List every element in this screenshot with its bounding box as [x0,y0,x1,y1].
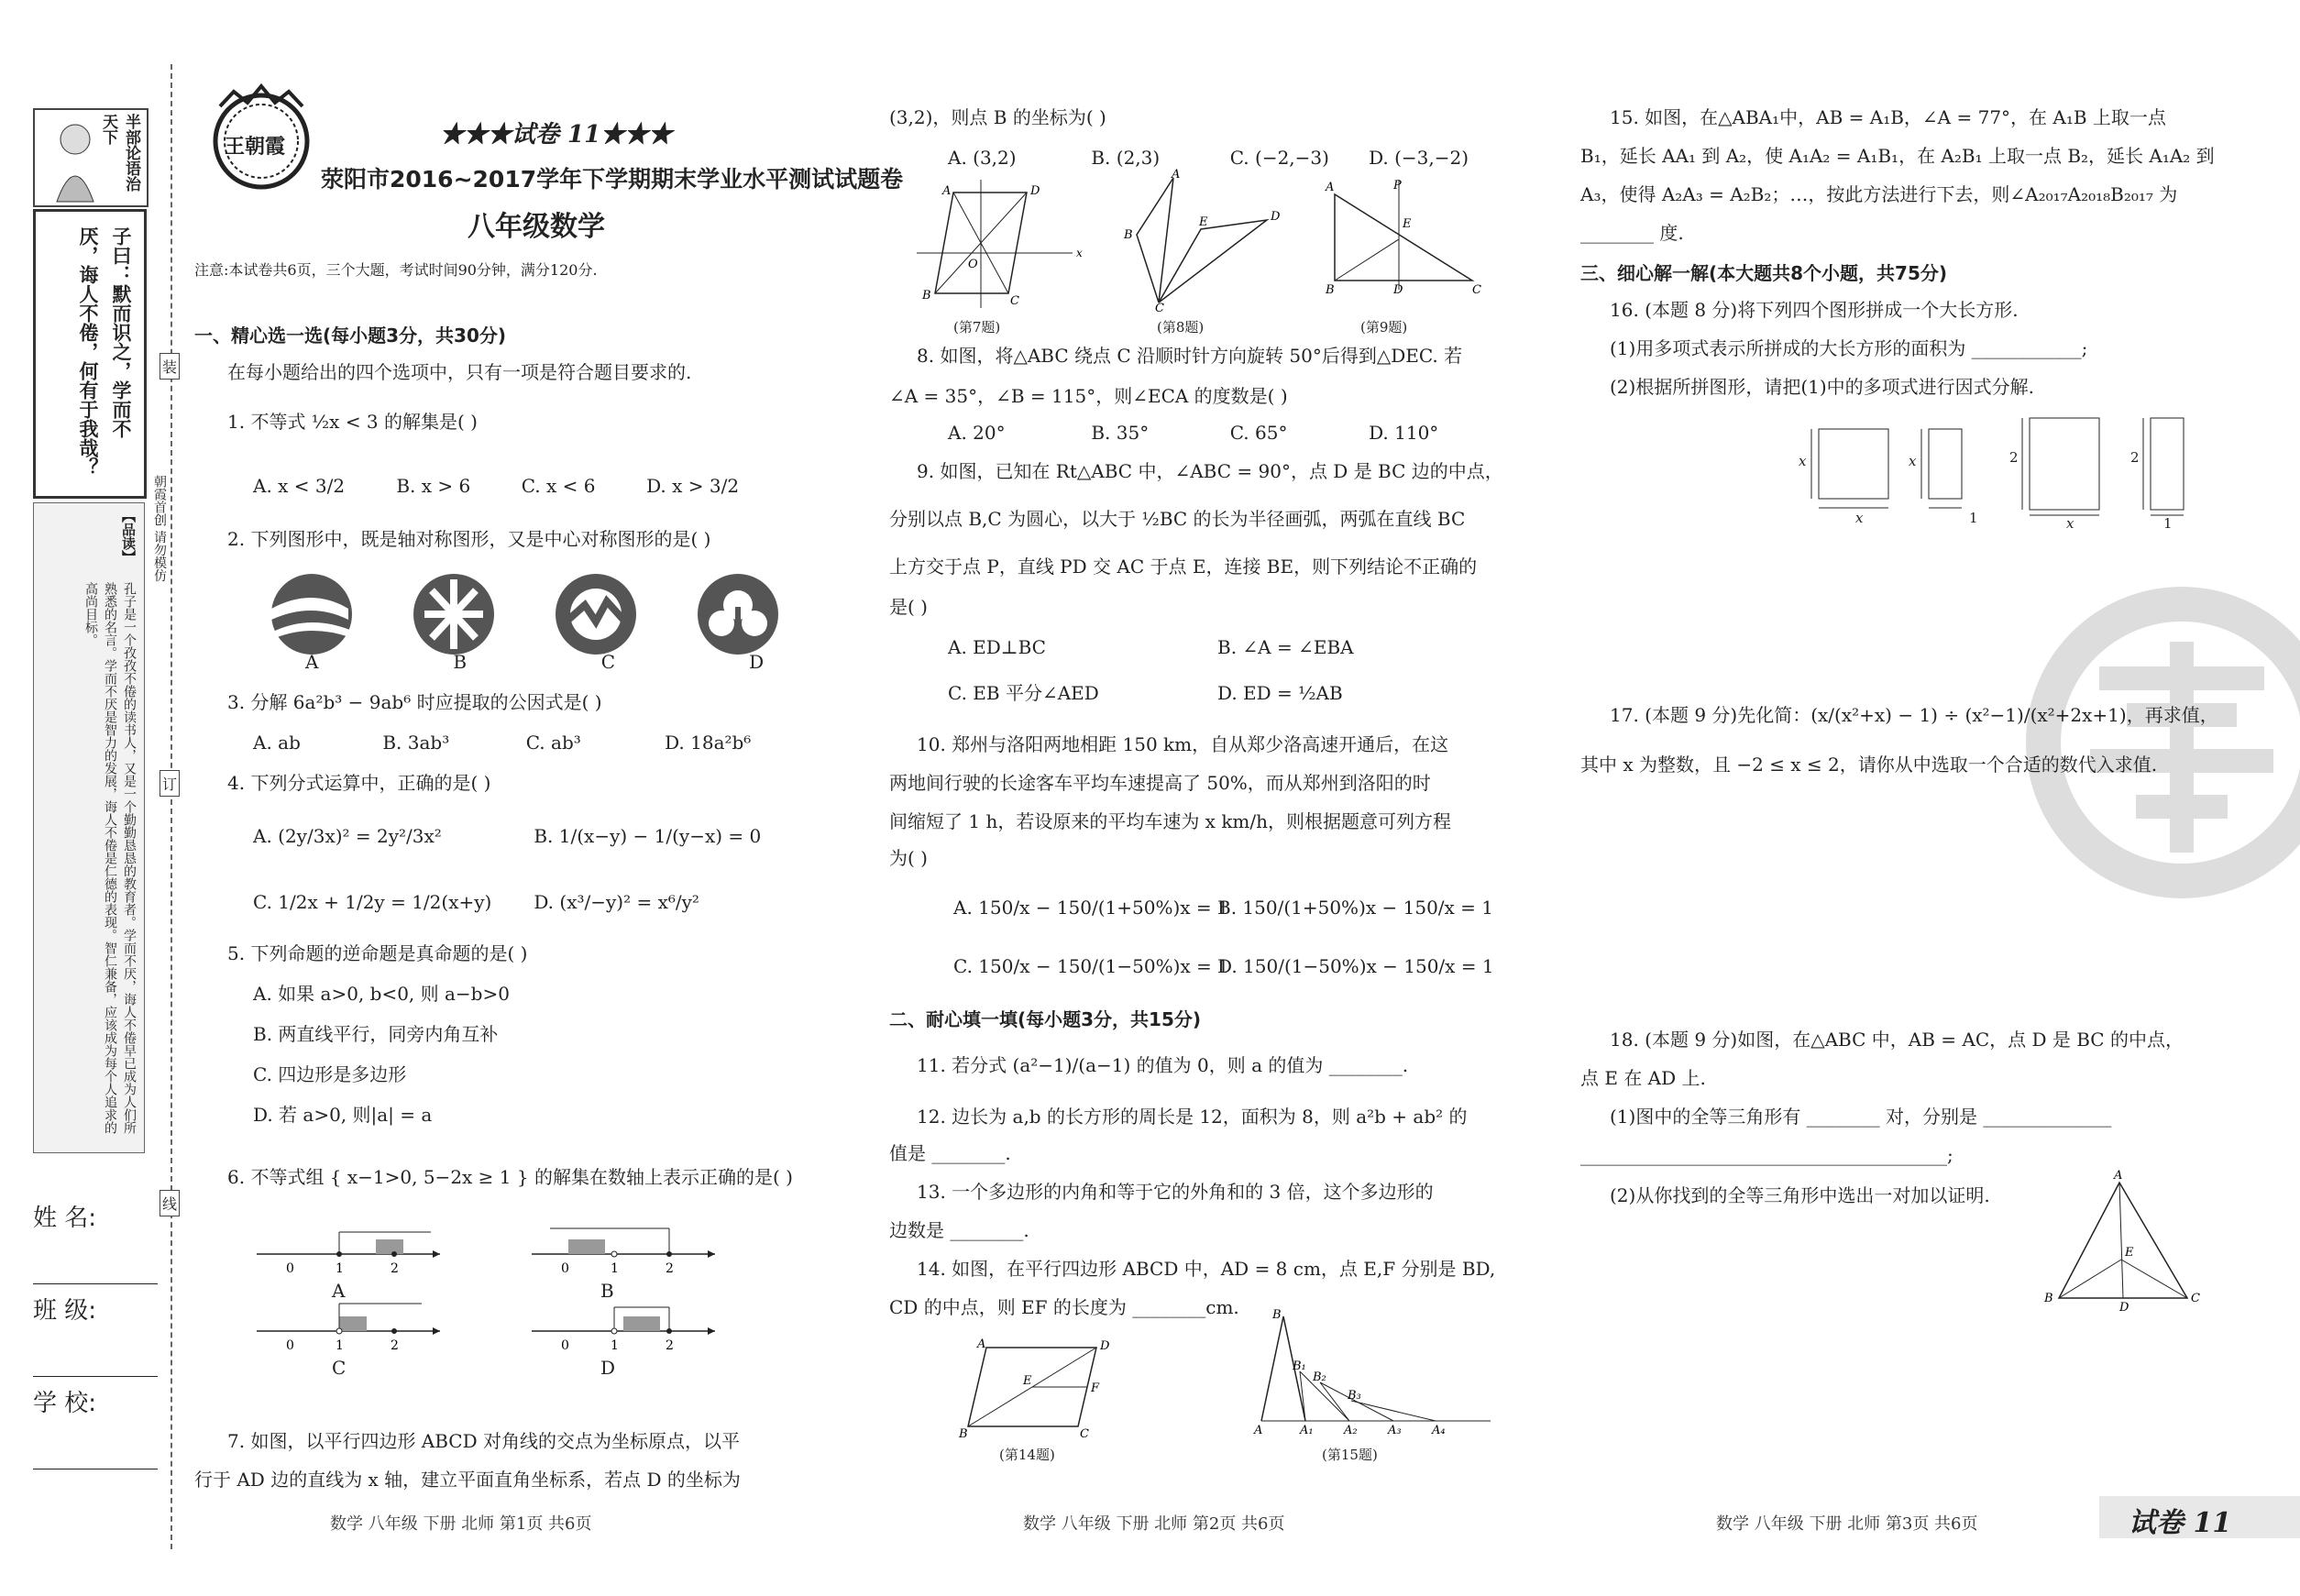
question-8-cont: ∠A = 35°，∠B = 115°，则∠ECA 的度数是( ) [889,385,1288,407]
question-12-cont: 值是 ________. [889,1142,1011,1164]
q4-option-d[interactable]: D. (x³/−y)² = x⁶/y² [534,891,699,913]
q16-label-2: x [1855,510,1864,526]
svg-text:A: A [1326,181,1335,194]
q4-option-b[interactable]: B. 1/(x−y) − 1/(y−x) = 0 [534,825,762,847]
q7-option-d[interactable]: D. (−3,−2) [1369,147,1469,169]
svg-text:0: 0 [286,1338,294,1353]
question-2: 2. 下列图形中，既是轴对称图形，又是中心对称图形的是( ) [227,528,711,550]
svg-text:C: C [1472,283,1481,297]
q6-label-c: C [332,1357,347,1379]
svg-text:E: E [2125,1246,2134,1260]
q16-label-5: 2 [2009,449,2019,466]
page-1-footer: 数学 八年级 下册 北师 第1页 共6页 [330,1514,592,1534]
figure-q8-caption: (第8题) [1157,319,1205,336]
q2-label-c: C [600,651,616,673]
q2-figure-c[interactable] [556,574,636,655]
q10-option-d[interactable]: D. 150/(1−50%)x − 150/x = 1 [1217,955,1494,977]
q2-figure-a[interactable] [271,574,352,655]
question-18-cont: 点 E 在 AD 上. [1580,1067,1706,1089]
svg-text:B₁: B₁ [1293,1359,1306,1373]
figure-q9-caption: (第9题) [1360,319,1408,336]
figure-q15 [1252,1308,1500,1437]
q5-option-c[interactable]: C. 四边形是多边形 [253,1063,407,1085]
svg-text:P: P [1393,179,1402,193]
svg-text:C: C [1010,294,1019,308]
svg-text:B: B [1124,228,1133,242]
q16-label-3: x [1909,453,1917,469]
figure-q7 [908,180,1082,308]
paper-badge [2099,1496,2300,1538]
sidebar-fields [33,1192,158,1469]
question-9-cont3: 是( ) [889,596,928,618]
paper-badge-text: 试卷 11 [2129,1507,2232,1539]
svg-text:C: C [1080,1427,1089,1441]
section-1-title: 一、精心选一选(每小题3分，共30分) [194,325,507,347]
question-9: 9. 如图，已知在 Rt△ABC 中，∠ABC = 90°，点 D 是 BC 边的中点， [917,460,1503,482]
svg-text:F: F [1091,1381,1100,1395]
q16-label-8: 1 [2163,515,2173,532]
svg-text:A: A [1172,168,1181,182]
logo-text: 王朝霞 [225,135,286,159]
q1-options [253,473,739,499]
question-8: 8. 如图，将△ABC 绕点 C 沿顺时针方向旋转 50°后得到△DEC. 若 [917,345,1463,367]
q1-option-a[interactable]: A. x < 3/2 [253,475,346,497]
svg-text:D: D [1100,1339,1110,1353]
q10-option-b[interactable]: B. 150/(1+50%)x − 150/x = 1 [1217,897,1494,919]
question-7-cont: 行于 AD 边的直线为 x 轴，建立平面直角坐标系，若点 D 的坐标为 [194,1469,741,1491]
question-7-end: (3,2)，则点 B 的坐标为( ) [889,106,1106,128]
question-7: 7. 如图，以平行四边形 ABCD 对角线的交点为坐标原点，以平 [227,1430,741,1452]
svg-text:E: E [1023,1374,1032,1388]
confucius-icon [39,114,112,202]
q3-option-a[interactable]: A. ab [253,732,301,754]
sidebar-pindu-box [33,502,145,1153]
question-15-cont2: A₃，使得 A₂A₃ = A₂B₂；…，按此方法进行下去，则∠A₂₀₁₇A₂₀₁₈B₂₀₁₇ 为 [1580,183,2178,205]
question-17-cont: 其中 x 为整数，且 −2 ≤ x ≤ 2，请你从中选取一个合适的数代入求值. [1580,754,2158,776]
question-14-cont: CD 的中点，则 EF 的长度为 ________cm. [889,1296,1239,1318]
q10-option-c[interactable]: C. 150/x − 150/(1−50%)x = 1 [953,955,1229,977]
svg-text:0: 0 [561,1261,569,1276]
question-5: 5. 下列命题的逆命题是真命题的是( ) [227,942,528,964]
svg-text:1: 1 [611,1338,619,1353]
q8-option-c[interactable]: C. 65° [1229,422,1288,444]
question-12: 12. 边长为 a,b 的长方形的周长是 12，面积为 8，则 a²b + ab² 的 [917,1106,1468,1128]
svg-text:E: E [1403,217,1412,231]
q3-options [253,730,751,755]
q2-labels [305,649,764,675]
question-16-part1: (1)用多项式表示所拼成的大长方形的面积为 ____________; [1610,337,2088,359]
q16-label-4: 1 [1969,510,1978,526]
question-6: 6. 不等式组 { x−1>0, 5−2x ≥ 1 } 的解集在数轴上表示正确的是( ) [227,1166,793,1188]
q10-option-a[interactable]: A. 150/x − 150/(1+50%)x = 1 [953,897,1229,919]
sidebar-motto: 半部论语治天下 [99,114,140,192]
svg-text:A: A [1254,1424,1263,1437]
q4-options-row2 [253,889,699,915]
svg-text:A₁: A₁ [1300,1424,1314,1437]
sidebar-motto-box [33,108,149,207]
exam-notice: 注意:本试卷共6页，三个大题，考试时间90分钟，满分120分. [194,261,598,279]
copyright-note: 朝霞首创 请勿模仿 [152,475,167,582]
q4-option-c[interactable]: C. 1/2x + 1/2y = 1/2(x+y) [253,891,492,913]
q9-option-c[interactable]: C. EB 平分∠AED [948,682,1099,704]
question-16-part2: (2)根据所拼图形，请把(1)中的多项式进行因式分解. [1610,376,2035,398]
svg-text:B: B [922,289,931,303]
svg-text:0: 0 [561,1338,569,1353]
exam-title: 荥阳市2016~2017学年下学期期末学业水平测试试题卷 [321,166,904,193]
school-field[interactable] [33,1377,158,1469]
q9-option-a[interactable]: A. ED⊥BC [948,636,1046,658]
question-15: 15. 如图，在△ABA₁中，AB = A₁B，∠A = 77°，在 A₁B 上取一点 [1610,106,2166,128]
q5-option-b[interactable]: B. 两直线平行，同旁内角互补 [253,1023,499,1045]
question-14: 14. 如图，在平行四边形 ABCD 中，AD = 8 cm，点 E,F 分别是 BD, [917,1258,1496,1280]
svg-text:B: B [2044,1292,2053,1305]
svg-text:A: A [942,184,952,198]
svg-text:B: B [1326,283,1335,297]
q7-options [948,145,1469,171]
svg-text:B₂: B₂ [1313,1370,1326,1384]
name-label: 姓 名: [33,1205,97,1232]
question-17: 17. (本题 9 分)先化简：(x/(x²+x) − 1) ÷ (x²−1)/(x²+2x+1)，再求值， [1610,704,2218,726]
section-1-intro: 在每小题给出的四个选项中，只有一项是符合题目要求的. [227,361,692,383]
figure-q9 [1326,180,1500,308]
q3-option-c[interactable]: C. ab³ [525,732,581,754]
q9-option-d[interactable]: D. ED = ½AB [1217,682,1343,704]
q1-option-d[interactable]: D. x > 3/2 [646,475,740,497]
question-18-part2: (2)从你找到的全等三角形中选出一对加以证明. [1610,1184,1990,1206]
svg-text:O: O [968,258,978,271]
svg-text:A: A [2114,1169,2123,1183]
q4-options-row1 [253,823,761,849]
question-13: 13. 一个多边形的内角和等于它的外角和的 3 倍，这个多边形的 [917,1181,1434,1203]
svg-text:x: x [1076,247,1083,259]
q6-line-d[interactable] [532,1307,715,1353]
figure-q14-caption: (第14题) [999,1447,1055,1463]
svg-text:D: D [1030,184,1040,198]
q7-option-b[interactable]: B. (2,3) [1091,147,1161,169]
svg-text:A: A [977,1337,986,1351]
svg-text:1: 1 [336,1261,344,1276]
svg-text:C: C [1155,302,1164,315]
sidebar-quote-b: 厌，诲人不倦，何有于我哉？ [77,226,99,477]
q6-label-d: D [600,1357,616,1379]
paper-number: ★★★试卷 11★★★ [440,121,673,149]
svg-text:B: B [959,1427,968,1441]
q6-label-b: B [600,1280,614,1302]
page-3-footer: 数学 八年级 下册 北师 第3页 共6页 [1716,1514,1978,1534]
question-10: 10. 郑州与洛阳两地相距 150 km，自从郑少洛高速开通后，在这 [917,733,1449,755]
page-2-footer: 数学 八年级 下册 北师 第2页 共6页 [1023,1514,1285,1534]
svg-text:E: E [1199,215,1208,229]
q8-options [948,420,1438,446]
q7-option-c[interactable]: C. (−2,−3) [1229,147,1329,169]
question-15-cont3: ________ 度. [1580,222,1684,244]
q6-line-a[interactable] [257,1232,440,1276]
seal-mark-3: 线 [160,1190,180,1216]
q2-figure-d[interactable] [698,574,778,655]
question-10-cont1: 两地间行驶的长途客车平均车速提高了 50%，而从郑州到洛阳的时 [889,772,1431,794]
watermark-seal [2017,578,2300,908]
figure-q7-caption: (第7题) [953,319,1001,336]
school-label: 学 校: [33,1390,97,1417]
q3-option-b[interactable]: B. 3ab³ [382,732,450,754]
q4-option-a[interactable]: A. (2y/3x)² = 2y²/3x² [253,825,442,847]
question-16: 16. (本题 8 分)将下列四个图形拼成一个大长方形. [1610,299,2019,321]
class-label: 班 级: [33,1297,97,1325]
q8-option-b[interactable]: B. 35° [1091,422,1150,444]
sidebar-pindu-text: 孔子是一个孜孜不倦的读书人，又是一个勤勤恳恳的教育者。学而不厌，诲人不倦早已成为人们所熟悉的名言。学而不厌是智力的发展，诲人不倦是仁德的表现。智仁兼备，应该成为每个人追求的高尚目标。 [83,582,137,1134]
svg-text:B₃: B₃ [1348,1389,1361,1403]
binding-line [171,64,172,1549]
question-13-cont: 边数是 ________. [889,1219,1029,1241]
q2-figure-b[interactable] [413,574,494,655]
question-1: 1. 不等式 ½x < 3 的解集是( ) [227,411,478,433]
svg-text:2: 2 [391,1261,399,1276]
q8-option-a[interactable]: A. 20° [948,422,1006,444]
q5-option-a[interactable]: A. 如果 a>0, b<0, 则 a−b>0 [253,983,510,1005]
svg-text:B: B [1272,1308,1282,1322]
q6-line-b[interactable] [532,1228,715,1276]
question-18-part1-cont: ________________________________________; [1580,1144,1953,1166]
figure-q8 [1118,168,1302,315]
question-18: 18. (本题 9 分)如图，在△ABC 中，AB = AC，点 D 是 BC 的中点， [1610,1029,2184,1051]
q16-label-6: x [2066,515,2074,532]
q8-option-d[interactable]: D. 110° [1369,422,1439,444]
question-9-cont2: 上方交于点 P，直线 PD 交 AC 于点 E，连接 BE，则下列结论不正确的 [889,556,1478,578]
svg-text:1: 1 [336,1338,344,1353]
sidebar-quote-box [33,209,147,499]
question-11: 11. 若分式 (a²−1)/(a−1) 的值为 0，则 a 的值为 ________. [917,1054,1409,1076]
question-10-cont2: 间缩短了 1 h，若设原来的平均车速为 x km/h，则根据题意可列方程 [889,810,1452,832]
q2-label-a: A [305,651,319,673]
svg-text:1: 1 [611,1261,619,1276]
figure-q15-caption: (第15题) [1322,1447,1378,1463]
section-2-title: 二、耐心填一填(每小题3分，共15分) [889,1008,1202,1030]
figure-q16 [1806,418,2209,519]
q16-label-1: x [1799,453,1807,469]
figure-q14 [959,1338,1142,1439]
svg-text:A₃: A₃ [1388,1424,1402,1437]
q7-option-a[interactable]: A. (3,2) [948,147,1017,169]
seal-mark-2: 订 [160,770,180,797]
svg-text:2: 2 [666,1261,674,1276]
q3-option-d[interactable]: D. 18a²b⁶ [665,732,752,754]
q6-line-c[interactable] [257,1304,440,1353]
figure-q18 [2041,1169,2215,1315]
question-3: 3. 分解 6a²b³ − 9ab⁶ 时应提取的公因式是( ) [227,691,602,713]
q1-option-b[interactable]: B. x > 6 [396,475,471,497]
section-3-title: 三、细心解一解(本大题共8个小题，共75分) [1580,262,1948,284]
q6-label-a: A [332,1280,346,1302]
question-4: 4. 下列分式运算中，正确的是( ) [227,772,491,794]
q5-option-d[interactable]: D. 若 a>0, 则|a| = a [253,1104,433,1126]
seal-mark-1: 装 [160,353,180,380]
svg-text:D: D [1271,210,1281,224]
svg-text:A₂: A₂ [1344,1424,1358,1437]
svg-text:C: C [2191,1292,2200,1305]
question-18-part1: (1)图中的全等三角形有 ________ 对，分别是 ______________ [1610,1106,2112,1128]
q2-label-d: D [749,651,765,673]
question-9-cont1: 分别以点 B,C 为圆心，以大于 ½BC 的长为半径画弧，两弧在直线 BC [889,508,1466,530]
q9-option-b[interactable]: B. ∠A = ∠EBA [1217,636,1354,658]
svg-text:D: D [1393,283,1403,297]
class-field[interactable] [33,1284,158,1377]
sidebar-quote-a: 子曰：默而识之，学而不 [110,226,132,438]
svg-text:D: D [2119,1301,2129,1315]
svg-text:2: 2 [666,1338,674,1353]
q1-option-c[interactable]: C. x < 6 [521,475,596,497]
svg-text:2: 2 [391,1338,399,1353]
sidebar-pindu-label: 【品读】 [120,509,137,564]
svg-text:0: 0 [286,1261,294,1276]
question-15-cont1: B₁，延长 AA₁ 到 A₂，使 A₁A₂ = A₁B₁，在 A₂B₁ 上取一点 B₂，延长 A₁A₂ 到 [1580,145,2215,167]
name-field[interactable] [33,1192,158,1284]
q2-label-b: B [453,651,468,673]
q16-label-7: 2 [2130,449,2140,466]
subject-title: 八年级数学 [468,211,605,243]
question-10-cont3: 为( ) [889,847,928,869]
svg-text:A₄: A₄ [1432,1424,1446,1437]
